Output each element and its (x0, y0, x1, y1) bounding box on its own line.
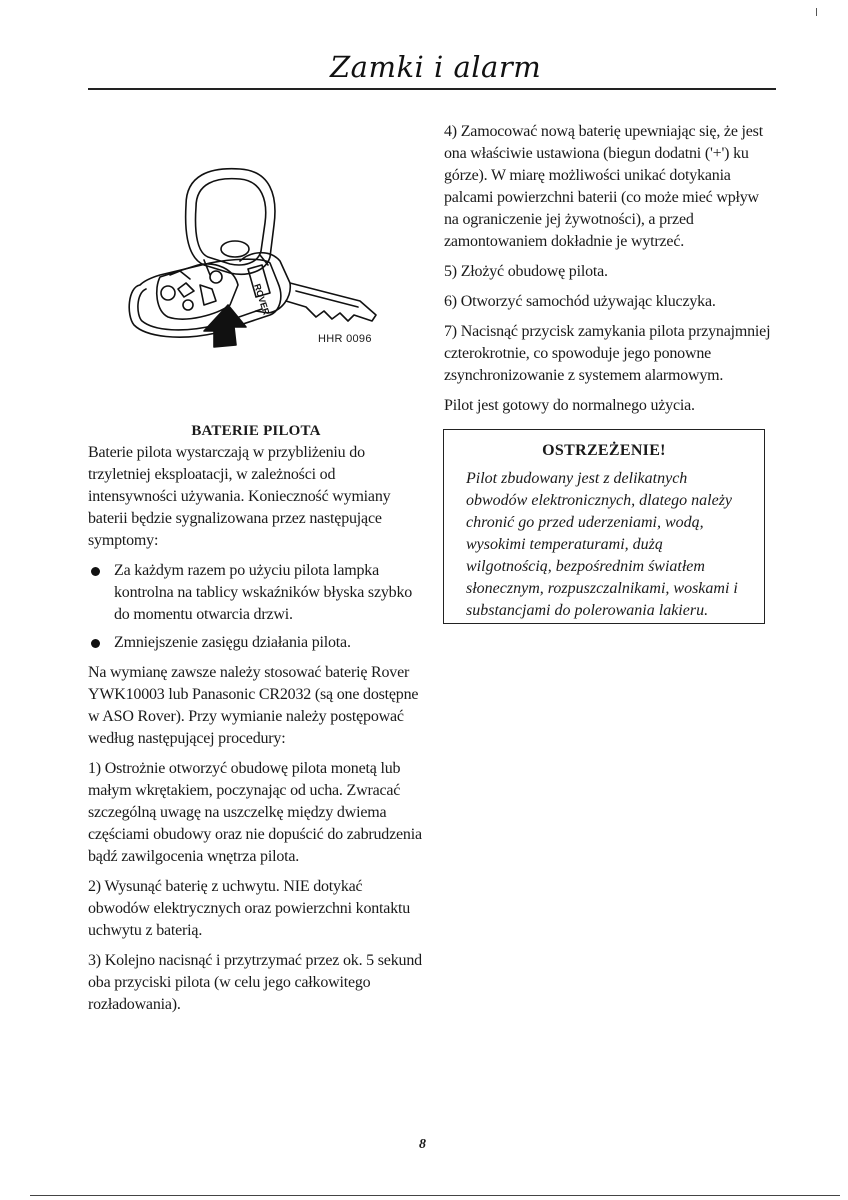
ready-paragraph: Pilot jest gotowy do normalnego użycia. (444, 397, 695, 414)
warning-box (443, 429, 765, 624)
footer-rule (30, 1195, 840, 1196)
step-paragraph: 4) Zamocować nową baterię upewniając się, że jest ona właściwie ustawiona (biegun dodatni ('+') ku górze). W miarę możliwości unikać dotykania palcami powierzchni baterii (co może mieć wpływ na ograniczenie jej żywotności), a przed zamontowaniem dokładnie je wytrzeć. (444, 123, 763, 250)
figure-label: HHR 0096 (318, 333, 372, 345)
intro-paragraph: Baterie pilota wystarczają w przybliżeniu do trzyletniej eksploatacji, w zależności od intensywności używania. Konieczność wymiany baterii będzie sygnalizowana przez następujące symptomy: (88, 444, 391, 549)
list-item (88, 560, 424, 626)
step-paragraph: 3) Kolejno nacisnąć i przytrzymać przez ok. 5 sekund oba przyciski pilota (w celu jego całkowitego rozładowania). (88, 952, 422, 1013)
replacement-paragraph: Na wymianę zawsze należy stosować baterię Rover YWK10003 lub Panasonic CR2032 (są one dostępne w ASO Rover). Przy wymianie należy postępować według następującej procedury: (88, 664, 419, 747)
warning-title: OSTRZEŻENIE! (542, 442, 666, 459)
step-paragraph: 7) Nacisnąć przycisk zamykania pilota przynajmniej czterokrotnie, co spowoduje jego ponowne zsynchronizowanie z systemem alarmowym. (444, 323, 771, 384)
bullet-icon (91, 639, 100, 648)
step-paragraph: 5) Złożyć obudowę pilota. (444, 263, 608, 280)
symptom-list (88, 560, 424, 654)
header-rule (88, 88, 776, 90)
key-brand-text: ROVER (252, 282, 272, 317)
left-column (88, 420, 424, 1024)
bullet-icon (91, 567, 100, 576)
step-paragraph: 1) Ostrożnie otworzyć obudowę pilota monetą lub małym wkrętakiem, poczynając od ucha. Zwracać szczególną uwagę na uszczelkę między dwiema częściami obudowy oraz nie dopuścić do zabrudzenia bądź zawilgocenia wnętrza pilota. (88, 760, 422, 865)
right-column (444, 121, 774, 425)
warning-text: Pilot zbudowany jest z delikatnych obwodów elektronicznych, dlatego należy chronić go przed uderzeniami, wodą, wysokimi temperaturami, dużą wilgotnością, bezpośrednim światłem słonecznym, rozpuszczalnikami, woskami i substancjami do polerowania lakieru. (466, 470, 738, 619)
step-paragraph: 6) Otworzyć samochód używając kluczyka. (444, 293, 716, 310)
page-number: 8 (419, 1137, 426, 1152)
page-title: Zamki i alarm (330, 50, 542, 84)
section-heading: BATERIE PILOTA (191, 423, 321, 439)
list-item-text: Zmniejszenie zasięgu działania pilota. (114, 634, 351, 651)
list-item-text: Za każdym razem po użyciu pilota lampka kontrolna na tablicy wskaźników błyska szybko do momentu otwarcia drzwi. (114, 562, 413, 623)
step-paragraph: 2) Wysunąć baterię z uchwytu. NIE dotykać obwodów elektrycznych oraz powierzchni kontaktu uchwytu z baterią. (88, 878, 411, 939)
scan-mark (816, 8, 817, 16)
list-item (88, 632, 424, 654)
